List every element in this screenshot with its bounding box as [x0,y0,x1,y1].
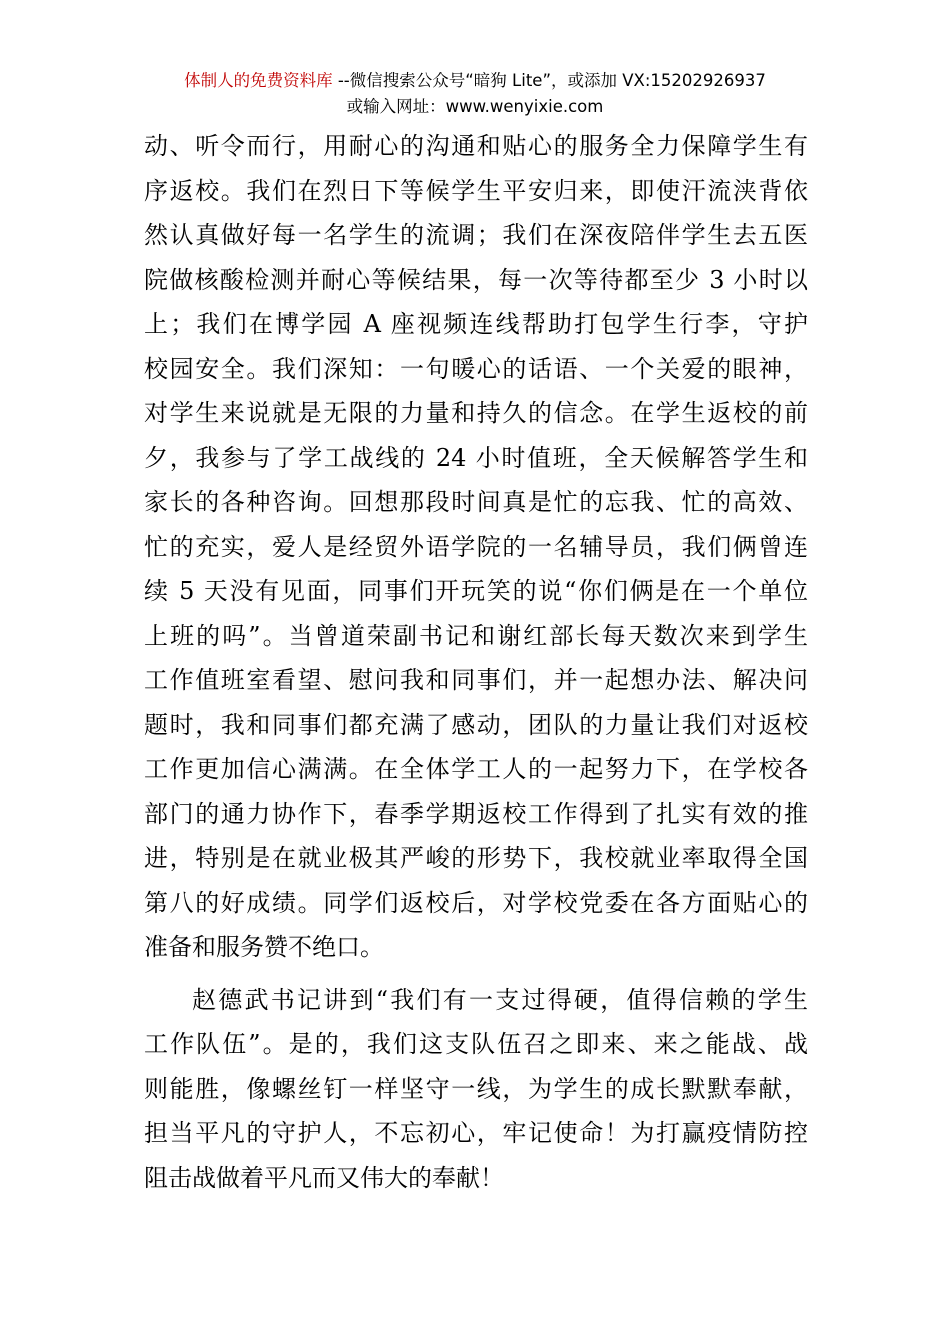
text-line: 校园安全。我们深知：一句暖心的话语、一个关爱的眼神， [144,354,808,383]
page-header [0,68,950,120]
text-line: 准备和服务赞不绝口。 [144,933,384,961]
text-line: 上班的吗”。当曾道荣副书记和谢红部长每天数次来到学生 [144,621,808,650]
header-brand: 体制人的免费资料库 [184,71,333,90]
text-line: 则能胜，像螺丝钉一样坚守一线，为学生的成长默默奉献， [144,1074,808,1103]
text-line: 上；我们在博学园 A 座视频连线帮助打包学生行李，守护 [144,310,808,338]
text-line: 续 5 天没有见面，同事们开玩笑的说“你们俩是在一个单位 [144,577,808,605]
text-line: 工作更加信心满满。在全体学工人的一起努力下，在学校各 [144,755,808,783]
text-line: 部门的通力协作下，春季学期返校工作得到了扎实有效的推 [144,799,808,828]
text-line: 担当平凡的守护人，不忘初心，牢记使命！为打赢疫情防控 [144,1119,808,1147]
text-line: 赵德武书记讲到“我们有一支过得硬，值得信赖的学生 [192,985,808,1014]
paragraph-2 [144,978,808,1201]
text-line: 工作队伍”。是的，我们这支队伍召之即来、来之能战、战 [144,1030,808,1058]
paragraph-gap [144,970,808,978]
text-line: 夕，我参与了学工战线的 24 小时值班，全天候解答学生和 [144,443,808,472]
text-line: 忙的充实，爱人是经贸外语学院的一名辅导员，我们俩曾连 [144,532,808,561]
text-line: 然认真做好每一名学生的流调；我们在深夜陪伴学生去五医 [144,221,808,249]
document-body [144,124,808,1200]
header-line-1 [0,68,950,94]
text-line: 进，特别是在就业极其严峻的形势下，我校就业率取得全国 [144,844,808,872]
text-line: 题时，我和同事们都充满了感动，团队的力量让我们对返校 [144,710,808,739]
text-line: 序返校。我们在烈日下等候学生平安归来，即使汗流浃背依 [144,176,808,205]
text-line: 动、听令而行，用耐心的沟通和贴心的服务全力保障学生有 [144,132,808,160]
text-line: 阻击战做着平凡而又伟大的奉献！ [144,1163,504,1192]
paragraph-1 [144,124,808,970]
text-line: 院做核酸检测并耐心等候结果，每一次等待都至少 3 小时以 [144,265,808,294]
text-line: 工作值班室看望、慰问我和同事们，并一起想办法、解决问 [144,666,808,694]
text-line: 第八的好成绩。同学们返校后，对学校党委在各方面贴心的 [144,888,808,917]
text-line: 对学生来说就是无限的力量和持久的信念。在学生返校的前 [144,399,808,427]
header-promo: --微信搜索公众号“暗狗 Lite”，或添加 VX:15202926937 [332,71,766,90]
header-site: 或输入网址：www.wenyixie.com [346,97,604,116]
text-line: 家长的各种咨询。回想那段时间真是忙的忘我、忙的高效、 [144,488,808,516]
